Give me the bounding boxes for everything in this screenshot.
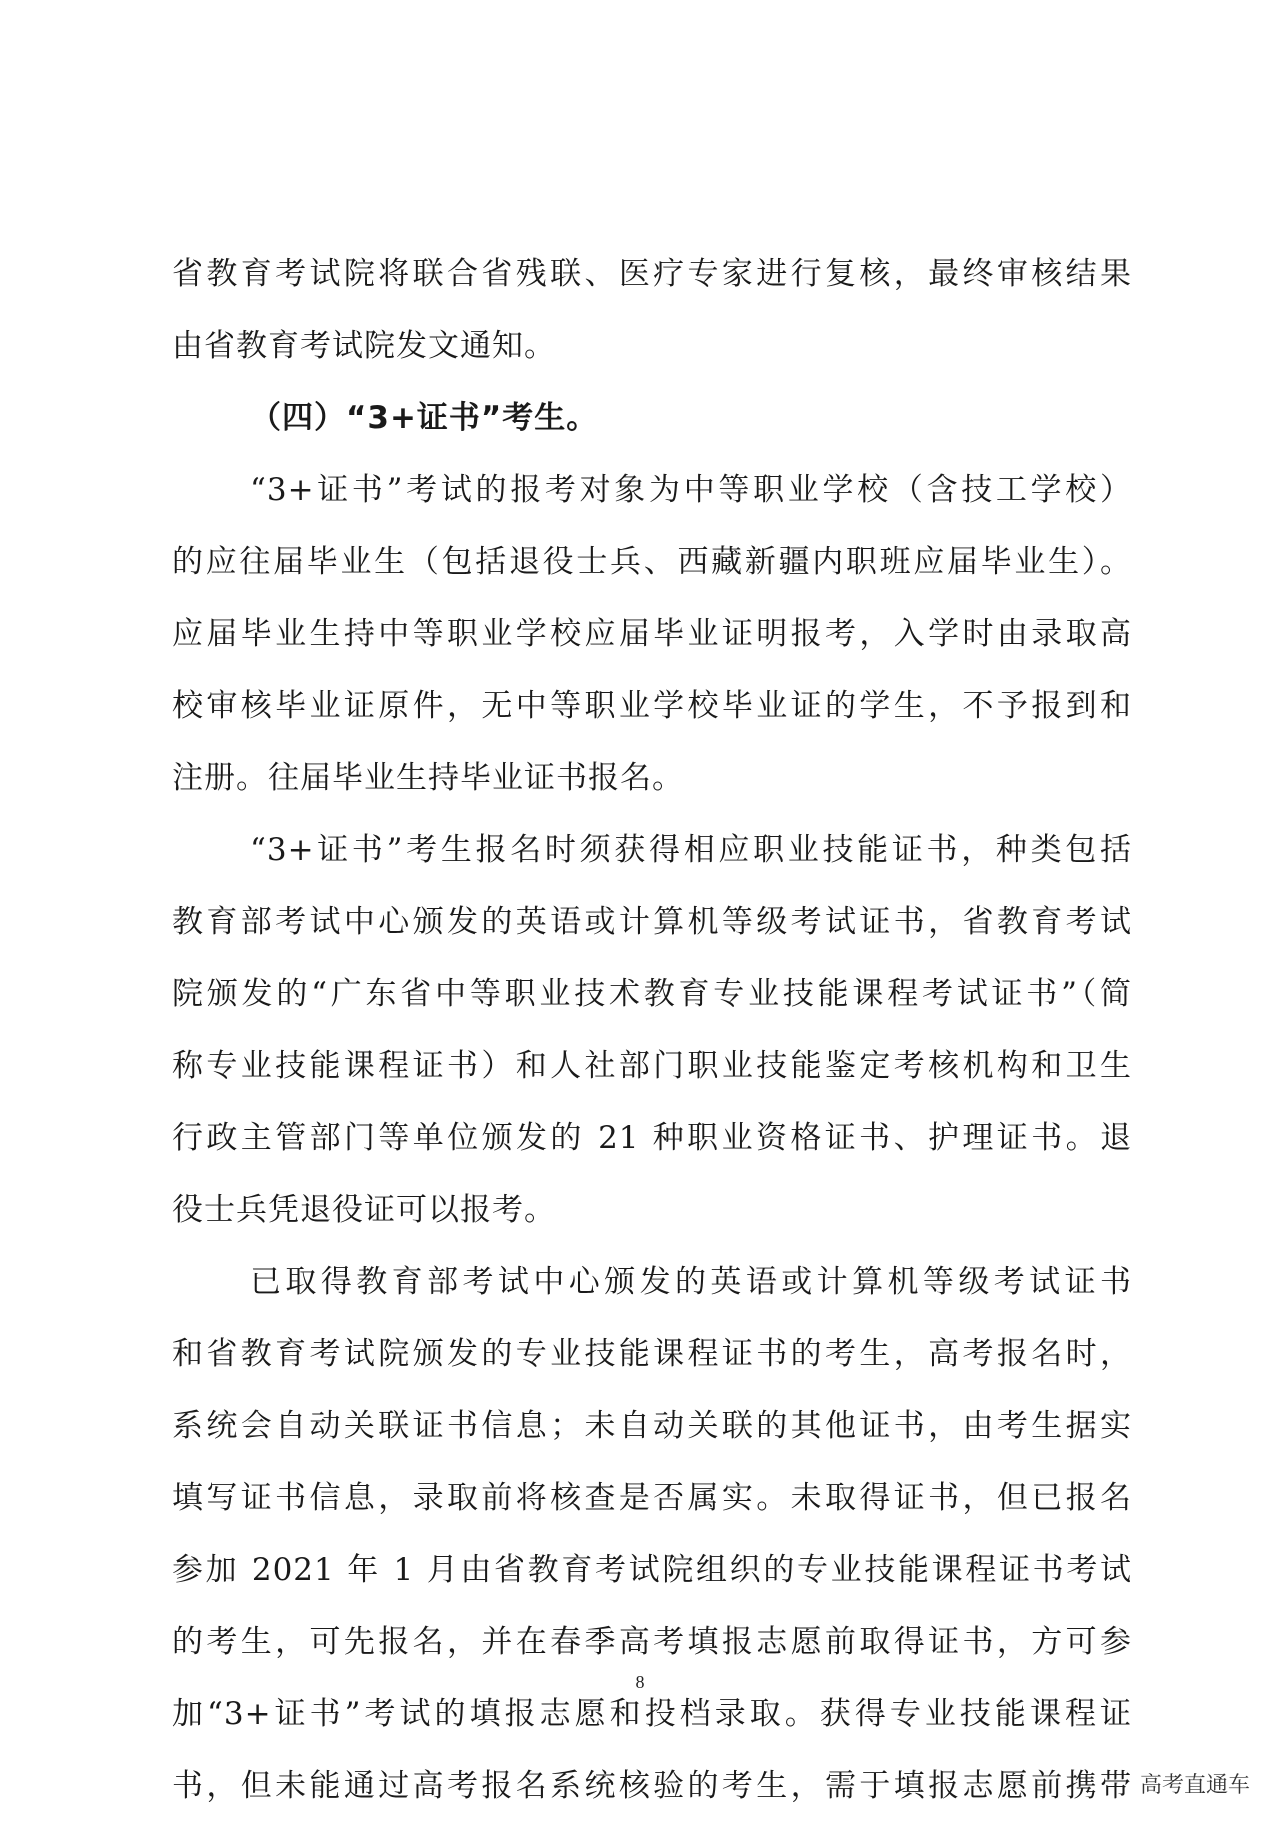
text-line: 教育部考试中心颁发的英语或计算机等级考试证书，省教育考试 (172, 904, 1132, 940)
text-line: 由省教育考试院发文通知。 (172, 328, 556, 364)
text-line: 校审核毕业证原件，无中等职业学校毕业证的学生，不予报到和 (172, 688, 1132, 724)
text-line: 加“3+证书”考试的填报志愿和投档录取。获得专业技能课程证 (172, 1696, 1132, 1732)
text-line: 称专业技能课程证书）和人社部门职业技能鉴定考核机构和卫生 (172, 1048, 1132, 1084)
body-text (172, 238, 1132, 1822)
text-line: 行政主管部门等单位颁发的 21 种职业资格证书、护理证书。退 (172, 1120, 1132, 1156)
text-line: 参加 2021 年 1 月由省教育考试院组织的专业技能课程证书考试 (172, 1552, 1132, 1588)
section-heading: （四）“3+证书”考生。 (250, 400, 599, 436)
text-line: 役士兵凭退役证可以报考。 (172, 1192, 556, 1228)
text-line: 填写证书信息，录取前将核查是否属实。未取得证书，但已报名 (172, 1480, 1132, 1516)
page-number: 8 (635, 1672, 645, 1692)
watermark: 高考直通车 (1134, 1766, 1256, 1801)
text-line: 系统会自动关联证书信息；未自动关联的其他证书，由考生据实 (172, 1408, 1132, 1444)
text-line: 和省教育考试院颁发的专业技能课程证书的考生，高考报名时， (172, 1336, 1132, 1372)
text-line: 注册。往届毕业生持毕业证书报名。 (172, 760, 684, 796)
text-line: 的应往届毕业生（包括退役士兵、西藏新疆内职班应届毕业生）。 (172, 544, 1132, 580)
text-line: “3+证书”考试的报考对象为中等职业学校（含技工学校） (250, 472, 1132, 508)
text-line: “3+证书”考生报名时须获得相应职业技能证书，种类包括 (250, 832, 1132, 868)
text-line: 的考生，可先报名，并在春季高考填报志愿前取得证书，方可参 (172, 1624, 1132, 1660)
text-line: 已取得教育部考试中心颁发的英语或计算机等级考试证书 (250, 1264, 1132, 1300)
text-line: 省教育考试院将联合省残联、医疗专家进行复核，最终审核结果 (172, 256, 1132, 292)
text-line: 书，但未能通过高考报名系统核验的考生，需于填报志愿前携带 (172, 1768, 1132, 1804)
text-line: 院颁发的“广东省中等职业技术教育专业技能课程考试证书”（简 (172, 976, 1132, 1012)
text-line: 应届毕业生持中等职业学校应届毕业证明报考，入学时由录取高 (172, 616, 1132, 652)
